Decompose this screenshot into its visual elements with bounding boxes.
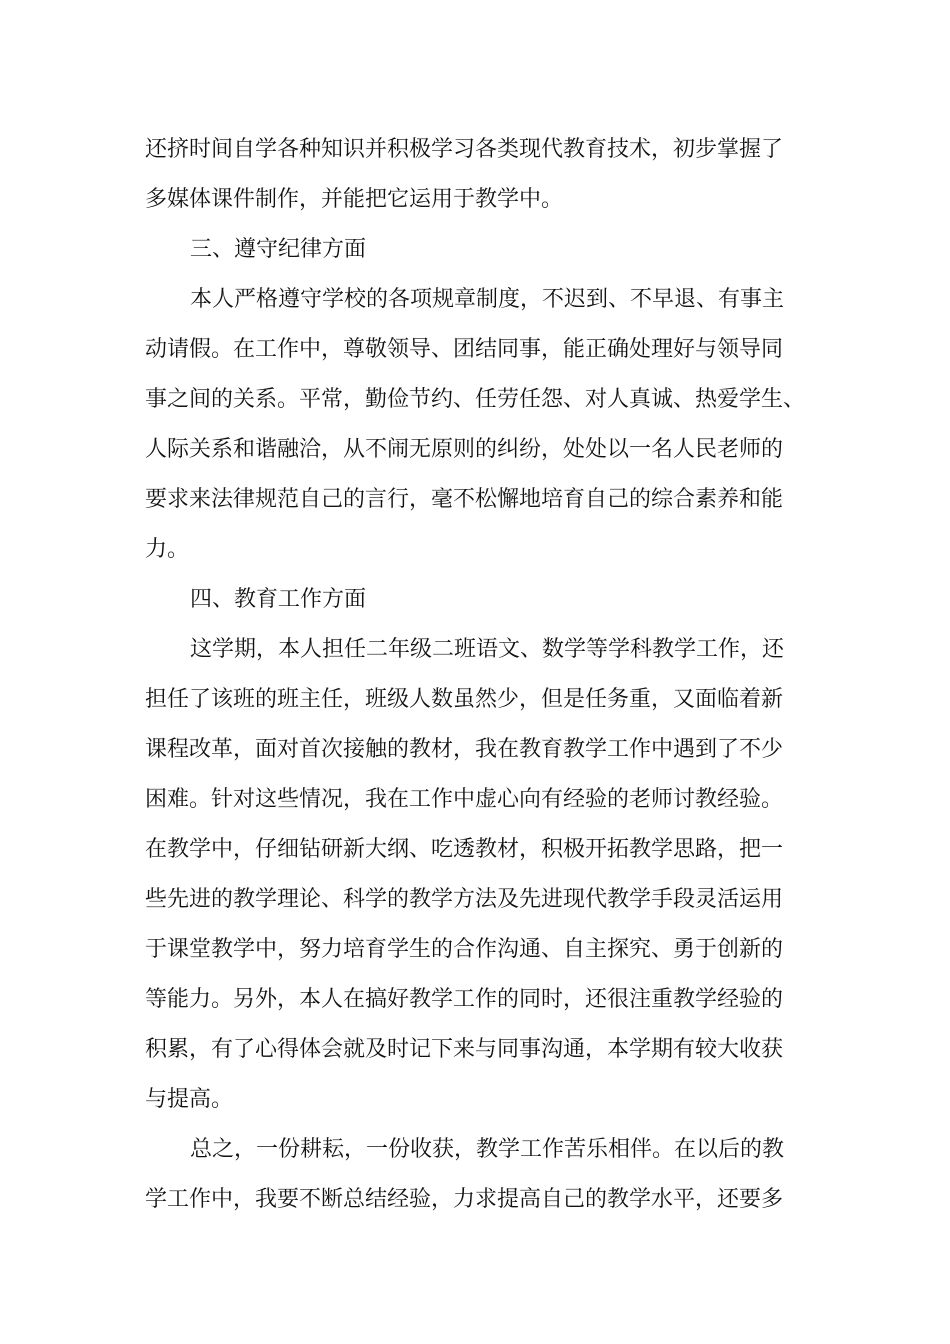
body-text-line: 事之间的关系。平常，勤俭节约、任劳任怨、对人真诚、热爱学生、 xyxy=(145,387,806,412)
body-text-line: 这学期，本人担任二年级二班语文、数学等学科教学工作，还 xyxy=(190,637,785,662)
body-text-line: 等能力。另外，本人在搞好教学工作的同时，还很注重教学经验的 xyxy=(145,987,784,1012)
body-text-line: 多媒体课件制作，并能把它运用于教学中。 xyxy=(145,187,564,212)
body-text-line: 困难。针对这些情况，我在工作中虚心向有经验的老师讨教经验。 xyxy=(145,787,784,812)
body-text-line: 于课堂教学中，努力培育学生的合作沟通、自主探究、勇于创新的 xyxy=(145,937,784,962)
body-text-line: 些先进的教学理论、科学的教学方法及先进现代教学手段灵活运用 xyxy=(145,887,784,912)
body-text-line: 力。 xyxy=(145,537,190,562)
body-text-line: 要求来法律规范自己的言行，毫不松懈地培育自己的综合素养和能 xyxy=(145,487,784,512)
body-text-line: 课程改革，面对首次接触的教材，我在教育教学工作中遇到了不少 xyxy=(145,737,784,762)
body-text-line: 总之，一份耕耘，一份收获，教学工作苦乐相伴。在以后的教 xyxy=(190,1137,785,1162)
body-text-line: 与提高。 xyxy=(145,1087,234,1112)
body-text-line: 还挤时间自学各种知识并积极学习各类现代教育技术，初步掌握了 xyxy=(145,137,784,162)
body-text-line: 人际关系和谐融洽，从不闹无原则的纠纷，处处以一名人民老师的 xyxy=(145,437,784,462)
body-text-line: 动请假。在工作中，尊敬领导、团结同事，能正确处理好与领导同 xyxy=(145,337,784,362)
body-text-line: 在教学中，仔细钻研新大纲、吃透教材，积极开拓教学思路，把一 xyxy=(145,837,784,862)
body-text-line: 担任了该班的班主任，班级人数虽然少，但是任务重，又面临着新 xyxy=(145,687,784,712)
body-text-line: 本人严格遵守学校的各项规章制度，不迟到、不早退、有事主 xyxy=(190,287,785,312)
body-text-line: 学工作中，我要不断总结经验，力求提高自己的教学水平，还要多 xyxy=(145,1187,784,1212)
body-text-line: 积累，有了心得体会就及时记下来与同事沟通，本学期有较大收获 xyxy=(145,1037,784,1062)
section-heading-education-work: 四、教育工作方面 xyxy=(190,587,367,612)
section-heading-discipline: 三、遵守纪律方面 xyxy=(190,237,367,262)
